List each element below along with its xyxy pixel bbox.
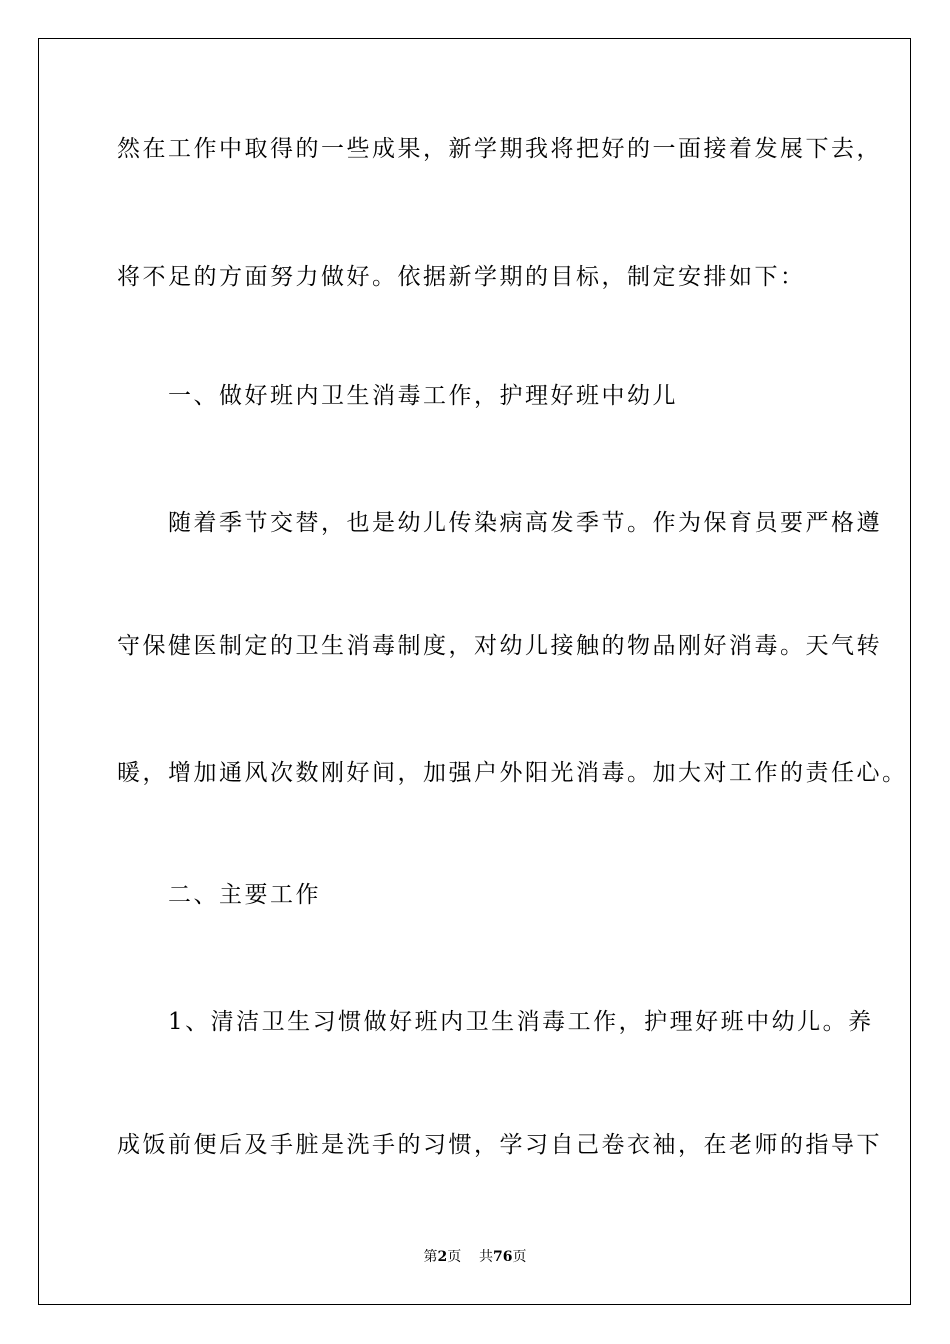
- page-suffix: 页: [447, 1249, 462, 1265]
- page-footer: [0, 1247, 950, 1267]
- total-pages: 76: [493, 1249, 513, 1265]
- paragraph-line-7: 成饭前便后及手脏是洗手的习惯，学习自己卷衣袖，在老师的指导下: [117, 1132, 882, 1158]
- total-prefix: 共: [479, 1249, 494, 1265]
- paragraph-line-1: 然在工作中取得的一些成果，新学期我将把好的一面接着发展下去，: [117, 136, 882, 162]
- page-border: [38, 38, 911, 1305]
- paragraph-line-3: 随着季节交替，也是幼儿传染病高发季节。作为保育员要严格遵: [117, 510, 882, 536]
- paragraph-line-4: 守保健医制定的卫生消毒制度，对幼儿接触的物品刚好消毒。天气转: [117, 633, 882, 659]
- paragraph-line-5: 暖，增加通风次数刚好间，加强户外阳光消毒。加大对工作的责任心。: [117, 760, 908, 786]
- heading-section-1: 一、做好班内卫生消毒工作，护理好班中幼儿: [117, 383, 678, 409]
- page-prefix: 第: [423, 1249, 438, 1265]
- paragraph-line-6: 1、清洁卫生习惯做好班内卫生消毒工作，护理好班中幼儿。养: [117, 1009, 874, 1035]
- heading-section-2: 二、主要工作: [117, 882, 321, 908]
- paragraph-line-2: 将不足的方面努力做好。依据新学期的目标，制定安排如下：: [117, 264, 806, 290]
- total-suffix: 页: [512, 1249, 527, 1265]
- page-number: 2: [437, 1249, 448, 1265]
